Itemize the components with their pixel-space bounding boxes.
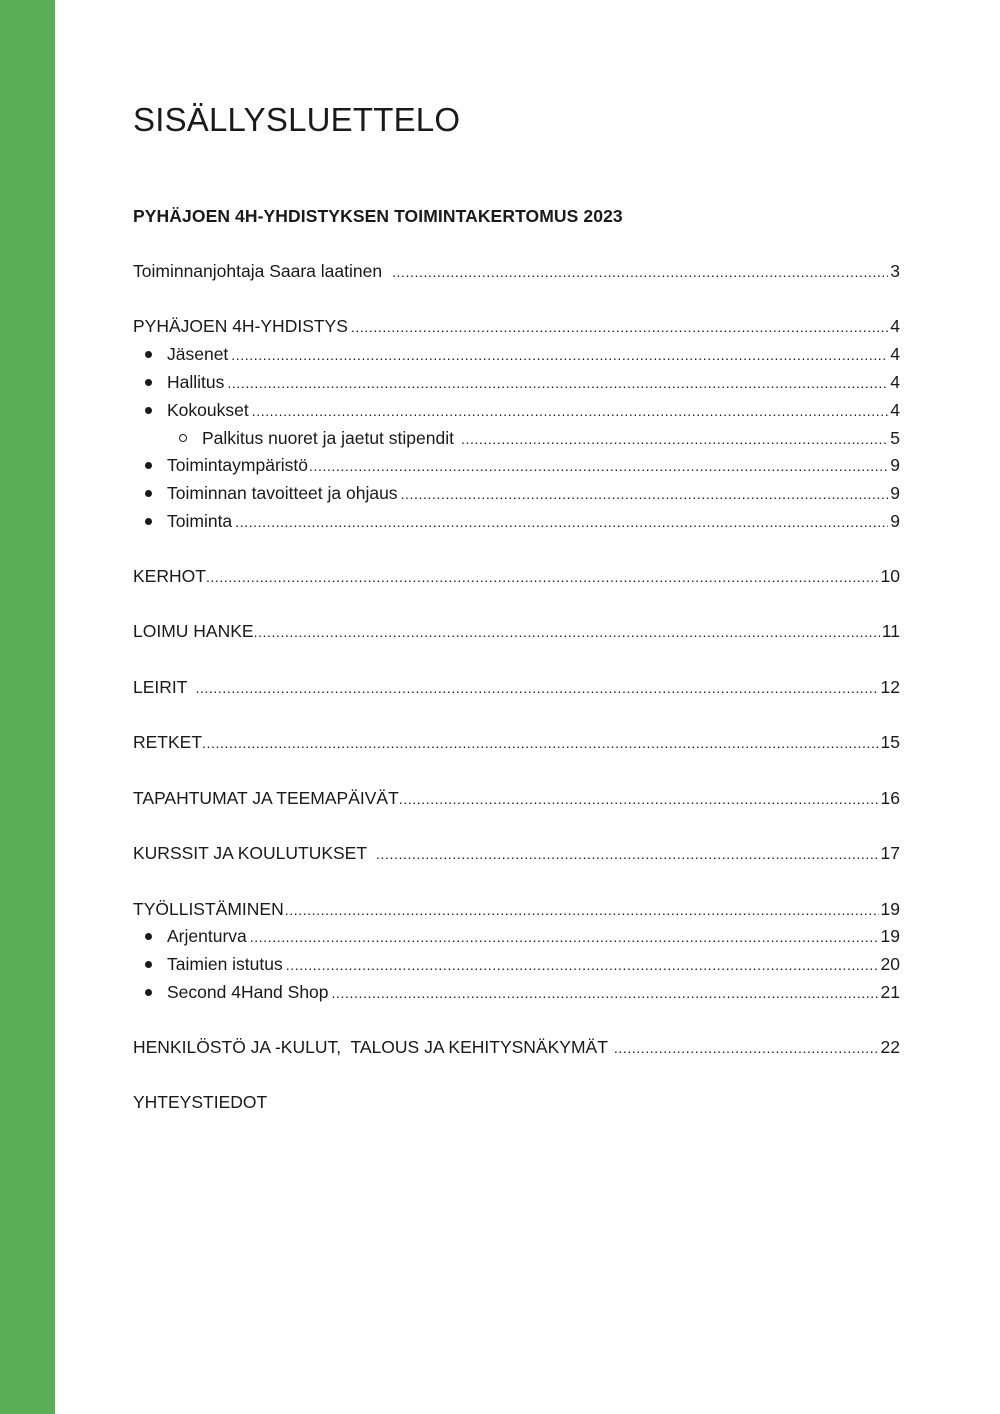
- toc-entry-label: TYÖLLISTÄMINEN: [133, 899, 284, 919]
- toc-page-number: 4: [890, 316, 900, 336]
- toc-dot-leader: [351, 315, 888, 339]
- toc-entry-tyollistaminen[interactable]: [133, 896, 900, 922]
- toc-page-number: 16: [880, 788, 900, 808]
- toc-entry-label: LOIMU HANKE: [133, 621, 254, 641]
- toc-entry-label: Toiminnan tavoitteet ja ohjaus: [167, 483, 398, 503]
- toc-entry-label: Palkitus nuoret ja jaetut stipendit: [202, 428, 454, 448]
- toc-page-number: 4: [890, 344, 900, 364]
- toc-entry-label: TAPAHTUMAT JA TEEMAPÄIVÄT: [133, 788, 399, 808]
- toc-dot-leader: [285, 898, 879, 922]
- toc-entry-label: Toiminnanjohtaja Saara laatinen: [133, 261, 383, 281]
- toc-page-number: 22: [880, 1037, 900, 1057]
- toc-entry-label: KERHOT: [133, 566, 206, 586]
- toc-entry-label: PYHÄJOEN 4H-YHDISTYS: [133, 316, 348, 336]
- toc-entry-label: Second 4Hand Shop: [167, 982, 329, 1002]
- toc-entry-pyhajoen-4h-yhdistys[interactable]: [133, 313, 900, 339]
- toc-entry-leirit[interactable]: [133, 674, 900, 700]
- toc-entry-tavoitteet-ja-ohjaus[interactable]: [133, 480, 900, 506]
- toc-entry-label: Jäsenet: [167, 344, 229, 364]
- document-subtitle: PYHÄJOEN 4H-YHDISTYKSEN TOIMINTAKERTOMUS 2023: [133, 206, 623, 226]
- toc-entry-yhteystiedot[interactable]: [133, 1089, 900, 1115]
- toc-page-number: 5: [890, 428, 900, 448]
- toc-entry-arjenturva[interactable]: [133, 923, 900, 949]
- toc-dot-leader: [235, 510, 888, 534]
- toc-entry-henkilosto-talous[interactable]: [133, 1034, 900, 1060]
- toc-entry-palkitut-nuoret[interactable]: [133, 425, 900, 451]
- toc-entry-label: Hallitus: [167, 372, 225, 392]
- toc-dot-leader: [202, 731, 878, 755]
- page-title: SISÄLLYSLUETTELO: [133, 101, 461, 138]
- toc-entry-taimien-istutus[interactable]: [133, 951, 900, 977]
- toc-entry-jasenet[interactable]: [133, 341, 900, 367]
- toc-page-number: 11: [881, 621, 900, 641]
- toc-entry-hallitus[interactable]: [133, 369, 900, 395]
- toc-entry-toiminnanjohtaja[interactable]: [133, 258, 900, 284]
- toc-dot-leader: [231, 343, 888, 367]
- toc-dot-leader: [376, 842, 878, 866]
- toc-entry-kerhot[interactable]: [133, 563, 900, 589]
- toc-entry-retket[interactable]: [133, 729, 900, 755]
- toc-page-number: 20: [880, 954, 900, 974]
- toc-entry-tapahtumat[interactable]: [133, 785, 900, 811]
- toc-entry-second-4hand-shop[interactable]: [133, 979, 900, 1005]
- toc-dot-leader: [252, 399, 889, 423]
- toc-dot-leader: [332, 981, 879, 1005]
- toc-dot-leader: [401, 482, 889, 506]
- toc-dot-leader: [399, 787, 879, 811]
- toc-dot-leader: [392, 260, 888, 284]
- toc-page-number: 9: [890, 455, 900, 475]
- toc-page-number: 21: [880, 982, 900, 1002]
- toc-page-number: 4: [890, 400, 900, 420]
- toc-entry-loimu-hanke[interactable]: [133, 618, 900, 644]
- toc-entry-label: Kokoukset: [167, 400, 249, 420]
- toc-dot-leader: [195, 676, 878, 700]
- toc-entry-label: LEIRIT: [133, 677, 188, 697]
- toc-entry-kurssit[interactable]: [133, 840, 900, 866]
- toc-entry-label: Toimintaympäristö: [167, 455, 309, 475]
- toc-entry-toimintaymparisto[interactable]: [133, 452, 900, 478]
- toc-page-number: 9: [890, 511, 900, 531]
- toc-page-number: 9: [890, 483, 900, 503]
- toc-entry-label: Toiminta: [167, 511, 233, 531]
- toc-page-number: 17: [880, 843, 900, 863]
- toc-dot-leader: [614, 1036, 879, 1060]
- toc-dot-leader: [461, 427, 888, 451]
- toc-entry-label: KURSSIT JA KOULUTUKSET: [133, 843, 368, 863]
- toc-page-number: 19: [880, 926, 900, 946]
- toc-entry-toiminta[interactable]: [133, 508, 900, 534]
- toc-page-number: 4: [890, 372, 900, 392]
- toc-entry-label: RETKET: [133, 732, 203, 752]
- toc-entry-label: Arjenturva: [167, 926, 247, 946]
- side-accent-bar: [0, 0, 55, 1414]
- toc-page-number: 12: [880, 677, 900, 697]
- toc-dot-leader: [309, 454, 888, 478]
- toc-dot-leader: [286, 953, 879, 977]
- toc-entry-kokoukset[interactable]: [133, 397, 900, 423]
- toc-dot-leader: [206, 565, 879, 589]
- toc-dot-leader: [227, 371, 888, 395]
- toc-entry-label: YHTEYSTIEDOT: [133, 1092, 268, 1112]
- toc-dot-leader: [250, 925, 879, 949]
- toc-page-number: 10: [880, 566, 900, 586]
- toc-page-number: 15: [880, 732, 900, 752]
- toc-entry-label: Taimien istutus: [167, 954, 283, 974]
- toc-page-number: 19: [880, 899, 900, 919]
- toc-dot-leader: [254, 620, 880, 644]
- toc-entry-label: HENKILÖSTÖ JA -KULUT, TALOUS JA KEHITYSNÄKYMÄT: [133, 1037, 608, 1057]
- toc-page-number: 3: [890, 261, 900, 281]
